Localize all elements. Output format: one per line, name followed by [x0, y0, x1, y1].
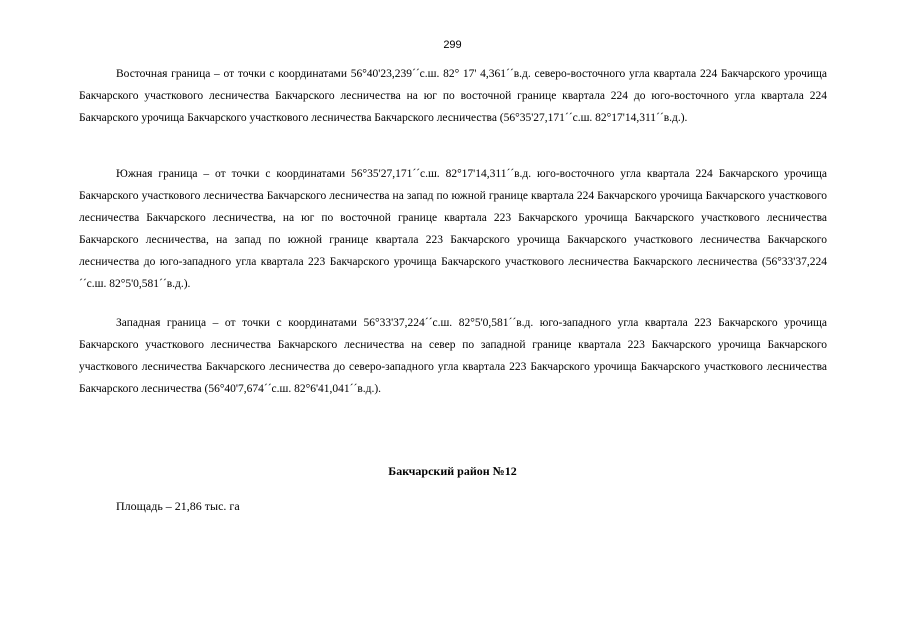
section-heading: Бакчарский район №12 [388, 464, 517, 478]
paragraph-west-boundary: Западная граница – от точки с координатами 56°33'37,224´´с.ш. 82°5'0,581´´в.д. юго-западного угла квартала 223 Бакчарского урочища Бакчарского участкового лесничества Бакчарского лесничества на север по западной границе квартала 223 Бакчарского урочища Бакчарского участкового лесничества Бакчарского лесничества до северо-западного угла квартала 223 Бакчарского урочища Бакчарского участкового лесничества Бакчарского лесничества (56°40'7,674´´с.ш. 82°6'41,041´´в.д.). [79, 317, 827, 395]
paragraph-south-boundary: Южная граница – от точки с координатами 56°35'27,171´´с.ш. 82°17'14,311´´в.д. юго-восточного угла квартала 224 Бакчарского урочища Бакчарского участкового лесничества Бакчарского лесничества на запад по южной границе квартала 224 Бакчарского урочища Бакчарского участкового лесничества Бакчарского лесничества, на юг по восточной границе квартала 223 Бакчарского урочища Бакчарского участкового лесничества Бакчарского лесничества, на запад по южной границе квартала 223 Бакчарского урочища Бакчарского участкового лесничества Бакчарского лесничества до юго-западного угла квартала 223 Бакчарского урочища Бакчарского участкового лесничества Бакчарского лесничества (56°33'37,224´´с.ш. 82°5'0,581´´в.д.). [79, 168, 827, 290]
area-statement: Площадь – 21,86 тыс. га [116, 499, 240, 513]
paragraph-east-boundary: Восточная граница – от точки с координатами 56°40'23,239´´с.ш. 82° 17' 4,361´´в.д. северо-восточного угла квартала 224 Бакчарского урочища Бакчарского участкового лесничества Бакчарского лесничества на юг по восточной границе квартала 224 до юго-восточного угла квартала 224 Бакчарского урочища Бакчарского участкового лесничества Бакчарского лесничества (56°35'27,171´´с.ш. 82°17'14,311´´в.д.). [79, 68, 827, 124]
page-number: 299 [443, 39, 462, 51]
